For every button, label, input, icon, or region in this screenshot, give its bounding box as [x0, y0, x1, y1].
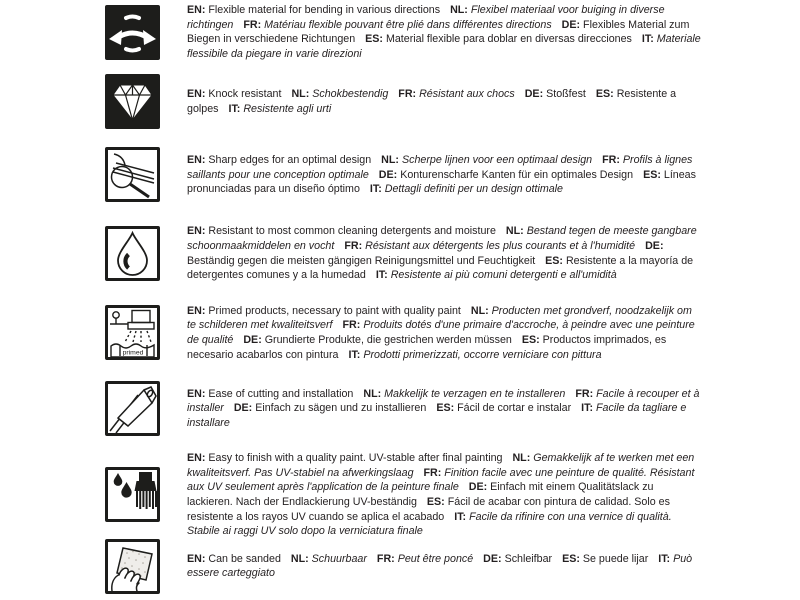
lang-text: Schleifbar: [504, 552, 553, 565]
lang-label: FR:: [243, 18, 262, 31]
lang-label: FR:: [423, 466, 442, 479]
lang-label: FR:: [376, 552, 395, 565]
saw-cutting-icon: [105, 381, 160, 436]
lang-text: Gemakkelijk af te werken met een kwaliteitsverf. Pas UV-stabiel na afwerkingslaag: [187, 452, 695, 479]
lang-text: Knock resistant: [208, 88, 282, 101]
lang-text: Resistente agli urti: [243, 102, 332, 115]
lang-text: Fácil de acabar con pintura de calidad. Solo es resistente a los rayos UV cuando se aplica el acabado: [187, 495, 670, 523]
lang-label: NL:: [291, 88, 310, 101]
lang-text: Grundierte Produkte, die gestrichen werden müssen: [264, 333, 512, 346]
lang-en: [187, 452, 502, 464]
lang-label: DE:: [524, 88, 544, 101]
lang-label: FR:: [602, 153, 620, 166]
lang-label: NL:: [470, 304, 489, 317]
lang-label: EN:: [187, 304, 206, 317]
lang-label: DE:: [483, 552, 502, 565]
lang-text: Schuurbaar: [311, 552, 367, 565]
lang-text: Ease of cutting and installation: [208, 387, 354, 400]
lang-text: Bestand tegen de meeste gangbare schoonmaakmiddelen en vocht: [187, 225, 697, 252]
lang-label: IT:: [228, 102, 241, 115]
lang-it: [370, 183, 563, 195]
lang-it: [376, 269, 617, 281]
lang-text: Se puede lijar: [582, 552, 649, 565]
lang-label: EN:: [187, 552, 206, 565]
lang-de: [243, 334, 512, 346]
feature-text: [187, 224, 702, 282]
feature-row-sanding: [105, 539, 710, 594]
lang-text: Résistant aux détergents les plus courants et à l'humidité: [365, 239, 636, 252]
lang-label: DE:: [561, 18, 581, 31]
lang-label: EN:: [187, 153, 206, 166]
paint-brush-drops-icon: [105, 467, 160, 522]
lang-de: [483, 553, 552, 565]
lang-it: [348, 349, 601, 361]
lang-label: FR:: [398, 88, 417, 101]
lang-text: Resistente a la mayoría de detergentes comunes y a la humedad: [187, 254, 694, 282]
lang-label: IT:: [641, 33, 654, 46]
lang-text: Primed products, necessary to paint with quality paint: [208, 304, 461, 317]
lang-fr: [377, 553, 473, 565]
lang-text: Can be sanded: [208, 552, 281, 565]
lang-label: DE:: [468, 481, 488, 494]
lang-text: Peut être poncé: [397, 552, 474, 565]
lang-label: DE:: [378, 168, 398, 181]
feature-row-moisture-resistant: [105, 224, 710, 282]
feature-row-paint-finish: [105, 451, 710, 539]
lang-label: FR:: [342, 319, 361, 332]
feature-row-knock-resistant: [105, 74, 710, 129]
lang-label: EN:: [187, 88, 206, 101]
lang-text: Prodotti primerizzati, occorre verniciare con pittura: [363, 348, 602, 361]
lang-label: ES:: [562, 552, 580, 565]
lang-fr: [344, 240, 635, 252]
lang-label: DE:: [645, 239, 664, 252]
lang-text: Líneas pronunciadas para un diseño óptimo: [187, 168, 696, 196]
lang-label: DE:: [233, 402, 253, 415]
lang-label: IT:: [348, 348, 361, 361]
lang-de: [525, 88, 586, 100]
lang-text: Materiale flessibile da piegare in varie direzioni: [187, 33, 701, 60]
lang-text: Resistente a golpes: [187, 88, 677, 115]
lang-en: [187, 388, 353, 400]
lang-label: FR:: [575, 387, 594, 400]
feature-text: [187, 153, 702, 197]
lang-label: ES:: [643, 168, 661, 181]
lang-nl: [363, 388, 565, 400]
lang-text: Può essere carteggiato: [187, 552, 693, 580]
lang-es: [365, 33, 632, 45]
lang-text: Scherpe lijnen voor een optimaal design: [401, 153, 593, 166]
lang-en: [187, 305, 461, 317]
feature-row-flexible: [105, 3, 710, 61]
lang-text: Facile da rifinire con una vernice di qualità. Stabile ai raggi UV solo dopo la verniciatura finale: [187, 510, 672, 538]
feature-text: [187, 451, 702, 539]
lang-en: [187, 88, 281, 100]
water-droplet-icon: [105, 226, 160, 281]
lang-text: Producten met grondverf, noodzakelijk om te schilderen met kwaliteitsverf: [187, 304, 692, 332]
feature-row-sharp-edges: [105, 147, 710, 202]
lang-label: IT:: [375, 269, 388, 282]
lang-en: [187, 553, 281, 565]
lang-label: EN:: [187, 225, 206, 238]
sanding-hand-icon: [105, 539, 160, 594]
feature-text: [187, 387, 702, 431]
lang-text: Facile da tagliare e installare: [187, 402, 687, 429]
lang-nl: [291, 88, 388, 100]
lang-fr: [243, 19, 551, 31]
lang-text: Easy to finish with a quality paint. UV-stable after final painting: [208, 452, 503, 465]
lang-text: Resistente ai più comuni detergenti e all'umidità: [390, 269, 617, 282]
lang-text: Konturenscharfe Kanten für ein optimales Design: [400, 168, 634, 181]
feature-text: [187, 552, 702, 581]
feature-text: [187, 3, 702, 61]
lang-label: NL:: [505, 225, 524, 238]
lang-label: ES:: [365, 33, 383, 46]
lang-label: NL:: [290, 552, 309, 565]
lang-text: Resistant to most common cleaning detergents and moisture: [208, 225, 496, 238]
feature-text: [187, 304, 702, 362]
feature-row-primed: [105, 304, 710, 362]
lang-text: Dettagli definiti per un design ottimale: [384, 183, 563, 196]
magnifier-edge-icon: [105, 147, 160, 202]
lang-text: Beständig gegen die meisten gängigen Reinigungsmittel und Feuchtigkeit: [187, 254, 536, 267]
lang-text: Profils à lignes saillants pour une conception optimale: [187, 153, 693, 181]
lang-text: Produits dotés d'une primaire d'accroche, à peindre avec une peinture de qualité: [187, 319, 695, 346]
lang-text: Schokbestendig: [312, 88, 389, 101]
lang-nl: [381, 154, 592, 166]
lang-label: NL:: [512, 452, 531, 465]
lang-text: Finition facile avec une peinture de qualité. Résistant aux UV seulement après l'application de la peinture finale: [187, 466, 695, 494]
lang-label: ES:: [595, 88, 614, 101]
lang-label: DE:: [243, 333, 262, 346]
lang-fr: [398, 88, 514, 100]
lang-text: Flexibel materiaal voor buiging in diverse richtingen: [187, 4, 665, 31]
lang-text: Flexible material for bending in various directions: [208, 4, 441, 16]
lang-en: [187, 225, 496, 237]
lang-text: Fácil de cortar e instalar: [457, 402, 572, 415]
primed-label: primed: [122, 349, 144, 357]
lang-text: Einfach mit einem Qualitätslack zu lackieren. Nach der Endlackierung UV-beständig: [187, 481, 654, 508]
lang-it: [228, 103, 331, 115]
lang-de: [379, 169, 633, 181]
lang-label: ES:: [545, 254, 563, 267]
feature-text: [187, 87, 702, 116]
lang-label: ES:: [521, 333, 540, 346]
lang-es: [562, 553, 648, 565]
lang-text: Productos imprimados, es necesario acabarlos con pintura: [187, 333, 667, 361]
lang-de: [234, 402, 427, 414]
flexible-arrows-icon: [105, 5, 160, 60]
lang-text: Makkelijk te verzagen en te installeren: [384, 387, 566, 400]
lang-es: [436, 402, 571, 414]
lang-en: [187, 154, 371, 166]
diamond-icon: [105, 74, 160, 129]
lang-label: EN:: [187, 452, 206, 465]
lang-en: [187, 4, 440, 16]
lang-text: Stoßfest: [546, 88, 586, 101]
feature-list: [105, 3, 710, 594]
lang-text: Flexibles Material zum Biegen in verschiedene Richtungen: [187, 18, 690, 46]
lang-label: ES:: [436, 402, 455, 415]
lang-text: Facile à recouper et à installer: [187, 387, 700, 415]
lang-label: NL:: [363, 387, 382, 400]
lang-label: NL:: [381, 153, 399, 166]
lang-label: IT:: [454, 510, 467, 523]
lang-label: IT:: [658, 552, 671, 565]
lang-text: Einfach zu sägen und zu installieren: [255, 402, 427, 415]
lang-label: EN:: [187, 387, 206, 400]
lang-label: EN:: [187, 4, 206, 16]
lang-text: Matériau flexible pouvant être plié dans différentes directions: [264, 18, 552, 31]
feature-row-cutting: [105, 381, 710, 436]
lang-text: Résistant aux chocs: [419, 88, 515, 101]
lang-label: IT:: [581, 402, 594, 415]
lang-label: IT:: [369, 183, 382, 196]
lang-label: ES:: [426, 495, 445, 508]
lang-nl: [291, 553, 367, 565]
lang-text: Sharp edges for an optimal design: [208, 153, 372, 166]
lang-text: Material flexible para doblar en diversas direcciones: [385, 33, 632, 46]
lang-label: FR:: [344, 239, 363, 252]
lang-label: NL:: [450, 4, 468, 16]
primer-spray-icon: [105, 305, 160, 360]
